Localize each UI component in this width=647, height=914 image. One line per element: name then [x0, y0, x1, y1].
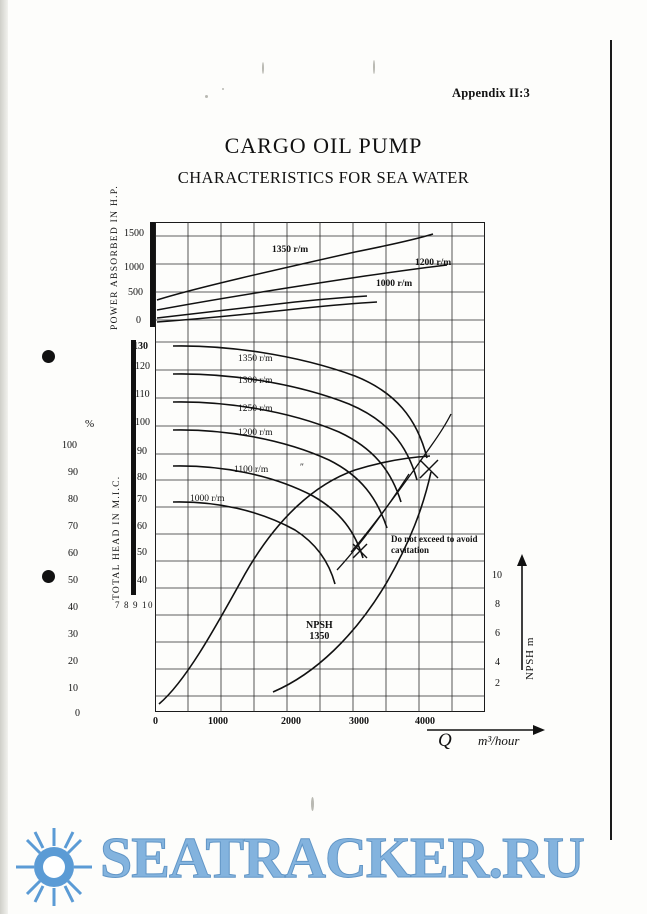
head-tick-100: 100: [135, 417, 150, 428]
head-tick-50: 50: [137, 547, 147, 558]
efficiency-tick-100: 100: [62, 440, 77, 451]
hole-punch-mark: [42, 350, 55, 363]
impeller-tick-9: 9: [133, 600, 138, 610]
head-curve-label-1350: 1350 r/m: [238, 354, 273, 364]
npsh-tick-10: 10: [492, 570, 502, 581]
page-title: CARGO OIL PUMP: [224, 133, 423, 158]
impeller-tick-0: 0: [148, 600, 153, 610]
power-axis-label: POWER ABSORBED IN H.P.: [110, 185, 120, 330]
efficiency-tick-60: 60: [68, 548, 78, 559]
efficiency-tick-10: 10: [68, 683, 78, 694]
npsh-tick-6: 6: [495, 628, 500, 639]
x-tick-1000: 1000: [208, 716, 228, 727]
efficiency-tick-20: 20: [68, 656, 78, 667]
efficiency-tick-80: 80: [68, 494, 78, 505]
head-curve-label-1300: 1300 r/m: [238, 376, 273, 386]
head-axis-label: TOTAL HEAD IN M.I.C.: [112, 475, 122, 600]
head-curve-label-1000: 1000 r/m: [190, 494, 225, 504]
sun-icon: [8, 826, 100, 908]
power-tick-1500: 1500: [124, 228, 144, 239]
power-curve-label-1350: 1350 r/m: [272, 245, 309, 255]
npsh-curve-label: [306, 620, 333, 642]
npsh-tick-2: 2: [495, 678, 500, 689]
tick-mark-annotation: ″: [300, 463, 304, 473]
npsh-axis-arrow: [512, 552, 532, 672]
efficiency-tick-70: 70: [68, 521, 78, 532]
efficiency-tick-30: 30: [68, 629, 78, 640]
npsh-tick-4: 4: [495, 657, 500, 668]
efficiency-tick-0: 0: [75, 708, 80, 719]
watermark: [0, 818, 647, 914]
scan-speck: [311, 797, 314, 811]
x-tick-4000: 4000: [415, 716, 435, 727]
x-tick-2000: 2000: [281, 716, 301, 727]
head-tick-110: 110: [135, 389, 150, 400]
scan-speck: [262, 62, 264, 74]
power-curve-label-1200: 1200 r/m: [415, 258, 452, 268]
head-tick-60: 60: [137, 521, 147, 532]
watermark-text: SEATRACKER.RU: [100, 825, 584, 890]
x-axis-label: Q: [438, 730, 452, 751]
head-tick-80: 80: [137, 472, 147, 483]
power-tick-0: 0: [136, 315, 141, 326]
appendix-label: Appendix II:3: [452, 86, 530, 100]
npsh-axis-label: NPSH m: [524, 636, 536, 680]
x-tick-3000: 3000: [349, 716, 369, 727]
npsh-curve-label-line1: NPSH: [306, 620, 333, 631]
head-tick-70: 70: [137, 494, 147, 505]
power-tick-1000: 1000: [124, 262, 144, 273]
head-tick-120: 120: [135, 361, 150, 372]
head-tick-40: 40: [137, 575, 147, 586]
cavitation-warning-note: Do not exceed to avoid cavitation: [391, 534, 478, 555]
head-tick-90: 90: [137, 446, 147, 457]
x-tick-0: 0: [153, 716, 158, 727]
efficiency-tick-40: 40: [68, 602, 78, 613]
efficiency-tick-50: 50: [68, 575, 78, 586]
efficiency-tick-90: 90: [68, 467, 78, 478]
scan-speck: [373, 60, 375, 74]
x-axis-units: m³/hour: [478, 733, 520, 748]
head-curve-label-1100: 1100 r/m: [234, 465, 269, 475]
impeller-tick-8: 8: [124, 600, 129, 610]
head-tick-130: 130: [133, 341, 148, 352]
npsh-tick-8: 8: [495, 599, 500, 610]
head-curve-label-1250: 1250 r/m: [238, 404, 273, 414]
scan-right-edge: [610, 40, 612, 840]
head-axis-bar: [131, 340, 136, 595]
scan-speck: [205, 95, 208, 98]
npsh-curve-label-line2: 1350: [309, 631, 330, 642]
page-subtitle: CHARACTERISTICS FOR SEA WATER: [177, 168, 470, 187]
efficiency-axis-label: %: [85, 418, 95, 430]
hole-punch-mark: [42, 570, 55, 583]
impeller-tick-1: 1: [142, 600, 147, 610]
scan-speck: [222, 88, 224, 90]
power-tick-500: 500: [128, 287, 143, 298]
head-curve-label-1200: 1200 r/m: [238, 428, 273, 438]
impeller-tick-7: 7: [115, 600, 120, 610]
power-curve-label-1000: 1000 r/m: [376, 279, 413, 289]
